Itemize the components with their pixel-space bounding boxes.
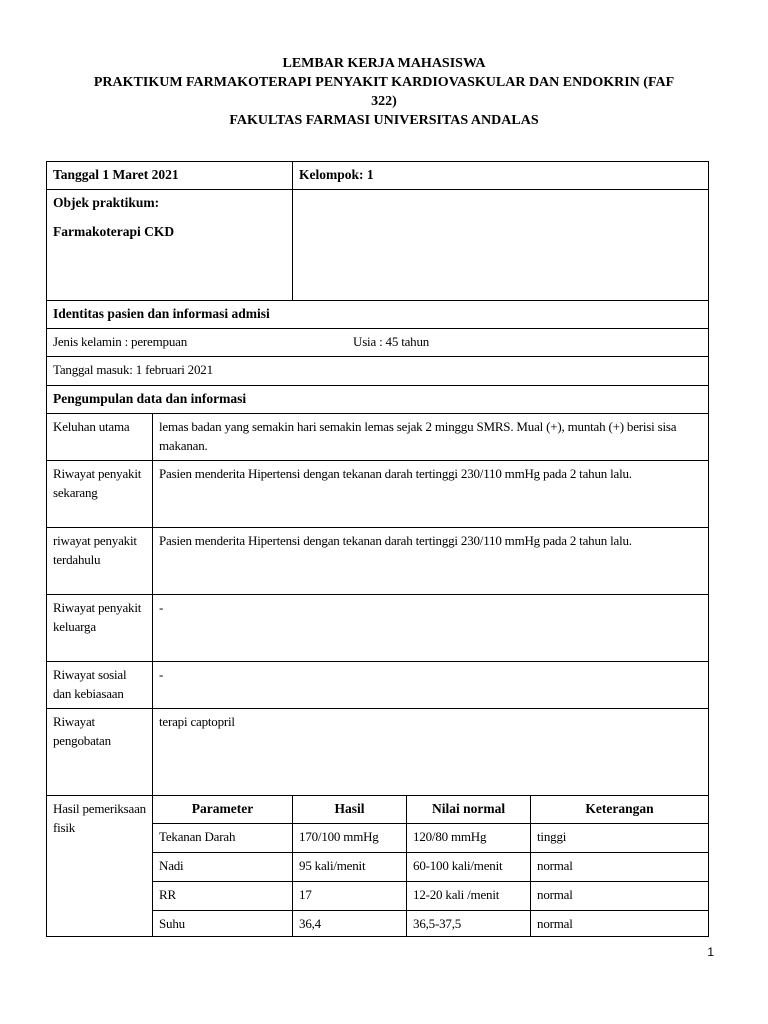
exam-hasil: 170/100 mmHg xyxy=(293,824,407,853)
objek-value: Farmakoterapi CKD xyxy=(53,224,175,239)
section-pengumpulan: Pengumpulan data dan informasi xyxy=(47,386,709,414)
exam-parameter: Tekanan Darah xyxy=(153,824,293,853)
jenis-kelamin: Jenis kelamin : perempuan xyxy=(53,334,187,349)
objek-label: Objek praktikum: xyxy=(53,195,160,210)
header-line-4: FAKULTAS FARMASI UNIVERSITAS ANDALAS xyxy=(229,113,539,128)
riwayat-sosial-value: - xyxy=(153,662,709,709)
exam-parameter: Nadi xyxy=(153,853,293,882)
objek-empty-cell xyxy=(293,190,709,301)
exam-header-keterangan: Keterangan xyxy=(531,796,709,824)
jenis-kelamin-row xyxy=(47,329,709,357)
riwayat-sekarang-value: Pasien menderita Hipertensi dengan tekanan darah tertinggi 230/110 mmHg pada 2 tahun lalu. xyxy=(153,461,709,528)
exam-nilai-normal: 120/80 mmHg xyxy=(407,824,531,853)
exam-header-parameter: Parameter xyxy=(153,796,293,824)
exam-nilai-normal: 60-100 kali/menit xyxy=(407,853,531,882)
exam-parameter: Suhu xyxy=(153,911,293,937)
keluhan-value: lemas badan yang semakin hari semakin lemas sejak 2 minggu SMRS. Mual (+), muntah (+) berisi sisa makanan. xyxy=(153,414,709,461)
exam-header-nilai-normal: Nilai normal xyxy=(407,796,531,824)
header-line-3: 322) xyxy=(371,94,397,109)
header-line-1: LEMBAR KERJA MAHASISWA xyxy=(282,56,486,71)
document-header xyxy=(60,54,708,130)
exam-keterangan: tinggi xyxy=(531,824,709,853)
exam-keterangan: normal xyxy=(531,911,709,937)
worksheet-table xyxy=(46,161,709,937)
exam-keterangan: normal xyxy=(531,853,709,882)
riwayat-dahulu-label: riwayat penyakit terdahulu xyxy=(47,528,153,595)
exam-nilai-normal: 12-20 kali /menit xyxy=(407,882,531,911)
riwayat-dahulu-value: Pasien menderita Hipertensi dengan tekanan darah tertinggi 230/110 mmHg pada 2 tahun lalu. xyxy=(153,528,709,595)
riwayat-keluarga-value: - xyxy=(153,595,709,662)
hasil-pemeriksaan-label: Hasil pemeriksaan fisik xyxy=(47,796,153,937)
usia: Usia : 45 tahun xyxy=(353,334,430,349)
riwayat-pengobatan-value: terapi captopril xyxy=(153,709,709,796)
exam-parameter: RR xyxy=(153,882,293,911)
riwayat-keluarga-label: Riwayat penyakit keluarga xyxy=(47,595,153,662)
header-line-2: PRAKTIKUM FARMAKOTERAPI PENYAKIT KARDIOVASKULAR DAN ENDOKRIN (FAF xyxy=(93,75,675,90)
exam-nilai-normal: 36,5-37,5 xyxy=(407,911,531,937)
kelompok-cell: Kelompok: 1 xyxy=(293,162,709,190)
riwayat-pengobatan-label: Riwayat pengobatan xyxy=(47,709,153,796)
tanggal-masuk: Tanggal masuk: 1 februari 2021 xyxy=(47,357,709,386)
exam-keterangan: normal xyxy=(531,882,709,911)
section-identitas: Identitas pasien dan informasi admisi xyxy=(47,301,709,329)
page-number: 1 xyxy=(707,945,714,959)
tanggal-cell: Tanggal 1 Maret 2021 xyxy=(47,162,293,190)
riwayat-sekarang-label: Riwayat penyakit sekarang xyxy=(47,461,153,528)
exam-hasil: 95 kali/menit xyxy=(293,853,407,882)
objek-cell xyxy=(47,190,293,301)
exam-header-hasil: Hasil xyxy=(293,796,407,824)
exam-hasil: 17 xyxy=(293,882,407,911)
riwayat-sosial-label: Riwayat sosial dan kebiasaan xyxy=(47,662,153,709)
keluhan-label: Keluhan utama xyxy=(47,414,153,461)
exam-hasil: 36,4 xyxy=(293,911,407,937)
